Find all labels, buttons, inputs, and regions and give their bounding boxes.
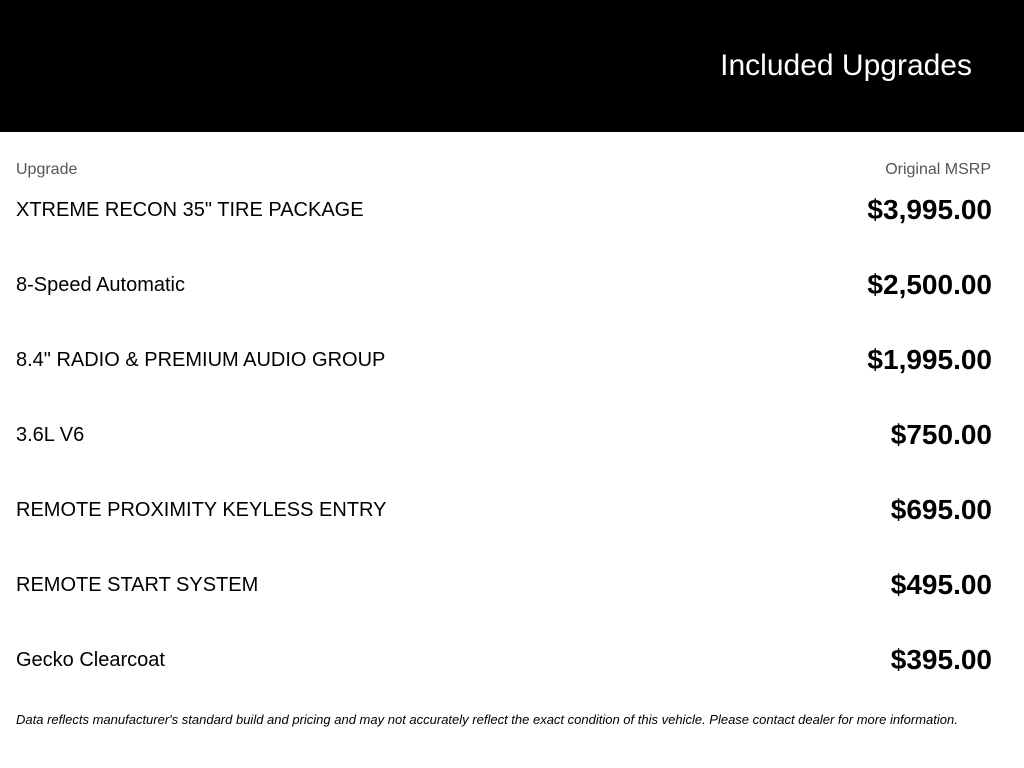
upgrade-price: $3,995.00	[867, 194, 992, 225]
upgrade-price: $1,995.00	[867, 344, 992, 375]
upgrade-name: REMOTE START SYSTEM	[16, 574, 259, 596]
column-header-upgrade: Upgrade	[16, 161, 78, 178]
column-header-msrp: Original MSRP	[885, 161, 991, 178]
upgrade-price: $750.00	[890, 419, 992, 450]
table-row	[16, 560, 992, 635]
table-row	[16, 635, 992, 710]
upgrades-table	[16, 158, 992, 675]
upgrade-price: $495.00	[890, 569, 992, 600]
upgrade-name: XTREME RECON 35" TIRE PACKAGE	[16, 199, 364, 221]
table-row	[16, 485, 992, 560]
upgrade-price: $395.00	[890, 644, 992, 675]
disclaimer-text: Data reflects manufacturer's standard build and pricing and may not accurately reflect the exact condition of this vehicle. Please contact dealer for more information.	[16, 712, 958, 727]
upgrade-name: Gecko Clearcoat	[16, 649, 165, 671]
table-row	[16, 185, 992, 260]
upgrade-name: REMOTE PROXIMITY KEYLESS ENTRY	[16, 499, 387, 521]
table-row	[16, 260, 992, 335]
upgrade-price: $2,500.00	[867, 269, 992, 300]
column-headers	[16, 158, 992, 182]
table-row	[16, 335, 992, 410]
upgrade-name: 8.4" RADIO & PREMIUM AUDIO GROUP	[16, 349, 386, 371]
upgrade-price: $695.00	[890, 494, 992, 525]
upgrade-name: 3.6L V6	[16, 424, 85, 446]
upgrade-rows	[16, 185, 992, 710]
upgrade-name: 8-Speed Automatic	[16, 274, 185, 296]
table-row	[16, 410, 992, 485]
header-banner	[0, 0, 1024, 132]
page-title: Included Upgrades	[720, 49, 972, 82]
